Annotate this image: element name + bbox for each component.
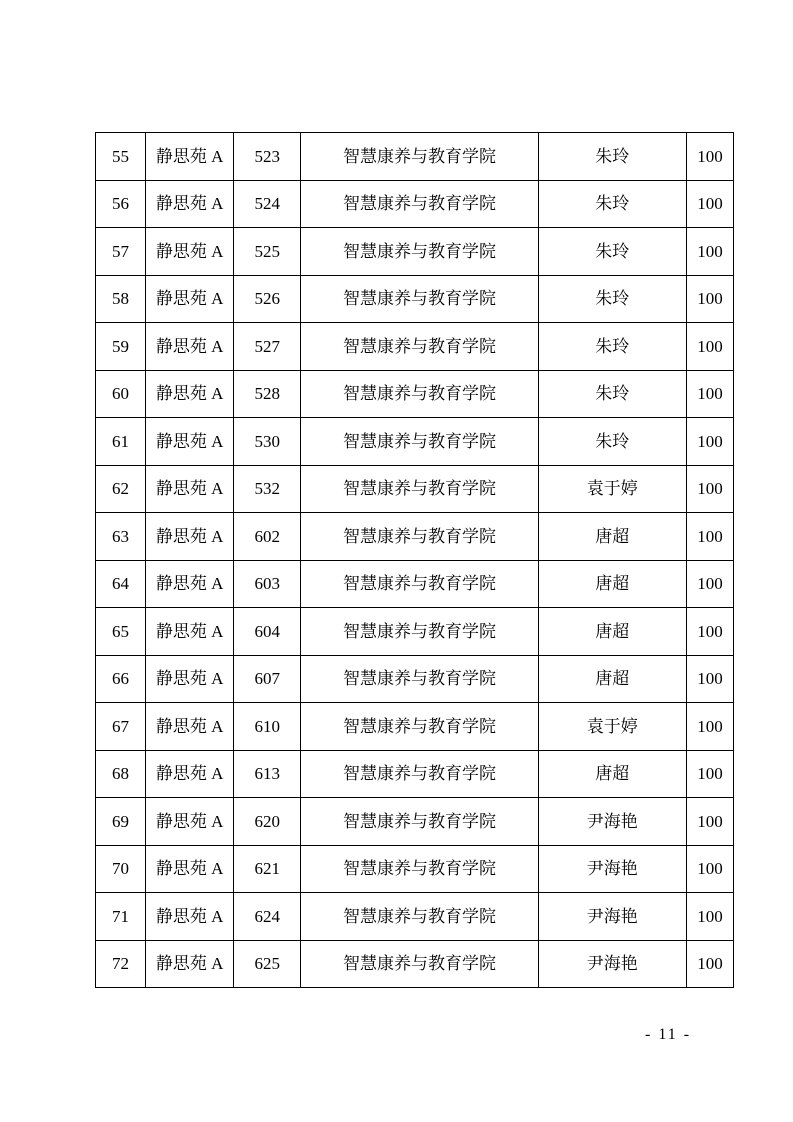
cell-building: 静思苑 A <box>146 608 234 656</box>
cell-name: 朱玲 <box>538 133 686 181</box>
cell-name: 唐超 <box>538 655 686 703</box>
cell-name: 唐超 <box>538 513 686 561</box>
table-row <box>96 893 734 941</box>
cell-row-number: 64 <box>96 560 146 608</box>
cell-row-number: 62 <box>96 465 146 513</box>
cell-row-number: 68 <box>96 750 146 798</box>
cell-row-number: 59 <box>96 323 146 371</box>
table-row <box>96 228 734 276</box>
cell-score: 100 <box>686 750 733 798</box>
cell-score: 100 <box>686 703 733 751</box>
cell-college: 智慧康养与教育学院 <box>301 180 538 228</box>
cell-room: 610 <box>234 703 301 751</box>
cell-room: 607 <box>234 655 301 703</box>
cell-row-number: 72 <box>96 940 146 988</box>
cell-college: 智慧康养与教育学院 <box>301 465 538 513</box>
cell-college: 智慧康养与教育学院 <box>301 370 538 418</box>
cell-score: 100 <box>686 608 733 656</box>
cell-score: 100 <box>686 560 733 608</box>
cell-building: 静思苑 A <box>146 798 234 846</box>
cell-name: 尹海艳 <box>538 893 686 941</box>
cell-score: 100 <box>686 940 733 988</box>
table-row <box>96 323 734 371</box>
cell-room: 624 <box>234 893 301 941</box>
cell-name: 尹海艳 <box>538 940 686 988</box>
table-row <box>96 133 734 181</box>
cell-score: 100 <box>686 323 733 371</box>
cell-building: 静思苑 A <box>146 750 234 798</box>
cell-room: 525 <box>234 228 301 276</box>
table-row <box>96 418 734 466</box>
cell-name: 朱玲 <box>538 275 686 323</box>
cell-name: 袁于婷 <box>538 703 686 751</box>
cell-score: 100 <box>686 228 733 276</box>
table-row <box>96 655 734 703</box>
cell-room: 620 <box>234 798 301 846</box>
cell-building: 静思苑 A <box>146 418 234 466</box>
cell-building: 静思苑 A <box>146 228 234 276</box>
cell-name: 尹海艳 <box>538 845 686 893</box>
table-row <box>96 608 734 656</box>
cell-college: 智慧康养与教育学院 <box>301 655 538 703</box>
cell-building: 静思苑 A <box>146 180 234 228</box>
cell-building: 静思苑 A <box>146 133 234 181</box>
table-body <box>96 133 734 988</box>
cell-building: 静思苑 A <box>146 940 234 988</box>
table-row <box>96 845 734 893</box>
cell-score: 100 <box>686 465 733 513</box>
cell-score: 100 <box>686 513 733 561</box>
cell-row-number: 56 <box>96 180 146 228</box>
cell-row-number: 65 <box>96 608 146 656</box>
cell-row-number: 66 <box>96 655 146 703</box>
cell-room: 523 <box>234 133 301 181</box>
cell-name: 尹海艳 <box>538 798 686 846</box>
cell-building: 静思苑 A <box>146 513 234 561</box>
table-row <box>96 370 734 418</box>
cell-name: 唐超 <box>538 750 686 798</box>
cell-row-number: 55 <box>96 133 146 181</box>
cell-row-number: 57 <box>96 228 146 276</box>
cell-row-number: 58 <box>96 275 146 323</box>
cell-score: 100 <box>686 275 733 323</box>
table-row <box>96 465 734 513</box>
cell-score: 100 <box>686 418 733 466</box>
cell-row-number: 61 <box>96 418 146 466</box>
cell-college: 智慧康养与教育学院 <box>301 228 538 276</box>
cell-name: 朱玲 <box>538 323 686 371</box>
cell-room: 527 <box>234 323 301 371</box>
cell-college: 智慧康养与教育学院 <box>301 323 538 371</box>
cell-room: 602 <box>234 513 301 561</box>
cell-score: 100 <box>686 798 733 846</box>
cell-college: 智慧康养与教育学院 <box>301 560 538 608</box>
cell-room: 621 <box>234 845 301 893</box>
cell-score: 100 <box>686 893 733 941</box>
cell-college: 智慧康养与教育学院 <box>301 608 538 656</box>
cell-room: 528 <box>234 370 301 418</box>
table-row <box>96 750 734 798</box>
cell-college: 智慧康养与教育学院 <box>301 133 538 181</box>
cell-room: 603 <box>234 560 301 608</box>
cell-college: 智慧康养与教育学院 <box>301 703 538 751</box>
cell-name: 唐超 <box>538 608 686 656</box>
cell-building: 静思苑 A <box>146 275 234 323</box>
table-row <box>96 940 734 988</box>
dorm-inspection-table <box>95 132 734 988</box>
cell-row-number: 71 <box>96 893 146 941</box>
cell-college: 智慧康养与教育学院 <box>301 275 538 323</box>
cell-building: 静思苑 A <box>146 655 234 703</box>
table-row <box>96 798 734 846</box>
cell-score: 100 <box>686 133 733 181</box>
table-row <box>96 513 734 561</box>
cell-score: 100 <box>686 180 733 228</box>
cell-row-number: 69 <box>96 798 146 846</box>
cell-row-number: 70 <box>96 845 146 893</box>
cell-score: 100 <box>686 370 733 418</box>
cell-college: 智慧康养与教育学院 <box>301 940 538 988</box>
cell-building: 静思苑 A <box>146 893 234 941</box>
cell-building: 静思苑 A <box>146 370 234 418</box>
cell-college: 智慧康养与教育学院 <box>301 418 538 466</box>
cell-room: 526 <box>234 275 301 323</box>
cell-row-number: 63 <box>96 513 146 561</box>
cell-building: 静思苑 A <box>146 703 234 751</box>
cell-building: 静思苑 A <box>146 465 234 513</box>
cell-name: 唐超 <box>538 560 686 608</box>
cell-name: 袁于婷 <box>538 465 686 513</box>
cell-name: 朱玲 <box>538 180 686 228</box>
cell-college: 智慧康养与教育学院 <box>301 798 538 846</box>
cell-score: 100 <box>686 655 733 703</box>
cell-room: 530 <box>234 418 301 466</box>
cell-college: 智慧康养与教育学院 <box>301 513 538 561</box>
cell-name: 朱玲 <box>538 418 686 466</box>
table-row <box>96 180 734 228</box>
table-row <box>96 275 734 323</box>
cell-room: 604 <box>234 608 301 656</box>
cell-row-number: 67 <box>96 703 146 751</box>
cell-building: 静思苑 A <box>146 845 234 893</box>
cell-room: 524 <box>234 180 301 228</box>
cell-room: 532 <box>234 465 301 513</box>
cell-building: 静思苑 A <box>146 323 234 371</box>
cell-room: 625 <box>234 940 301 988</box>
cell-college: 智慧康养与教育学院 <box>301 750 538 798</box>
cell-room: 613 <box>234 750 301 798</box>
cell-college: 智慧康养与教育学院 <box>301 893 538 941</box>
table-row <box>96 560 734 608</box>
cell-row-number: 60 <box>96 370 146 418</box>
cell-building: 静思苑 A <box>146 560 234 608</box>
cell-college: 智慧康养与教育学院 <box>301 845 538 893</box>
cell-name: 朱玲 <box>538 370 686 418</box>
table-row <box>96 703 734 751</box>
page-number: - 11 - <box>645 1026 692 1043</box>
cell-score: 100 <box>686 845 733 893</box>
cell-name: 朱玲 <box>538 228 686 276</box>
